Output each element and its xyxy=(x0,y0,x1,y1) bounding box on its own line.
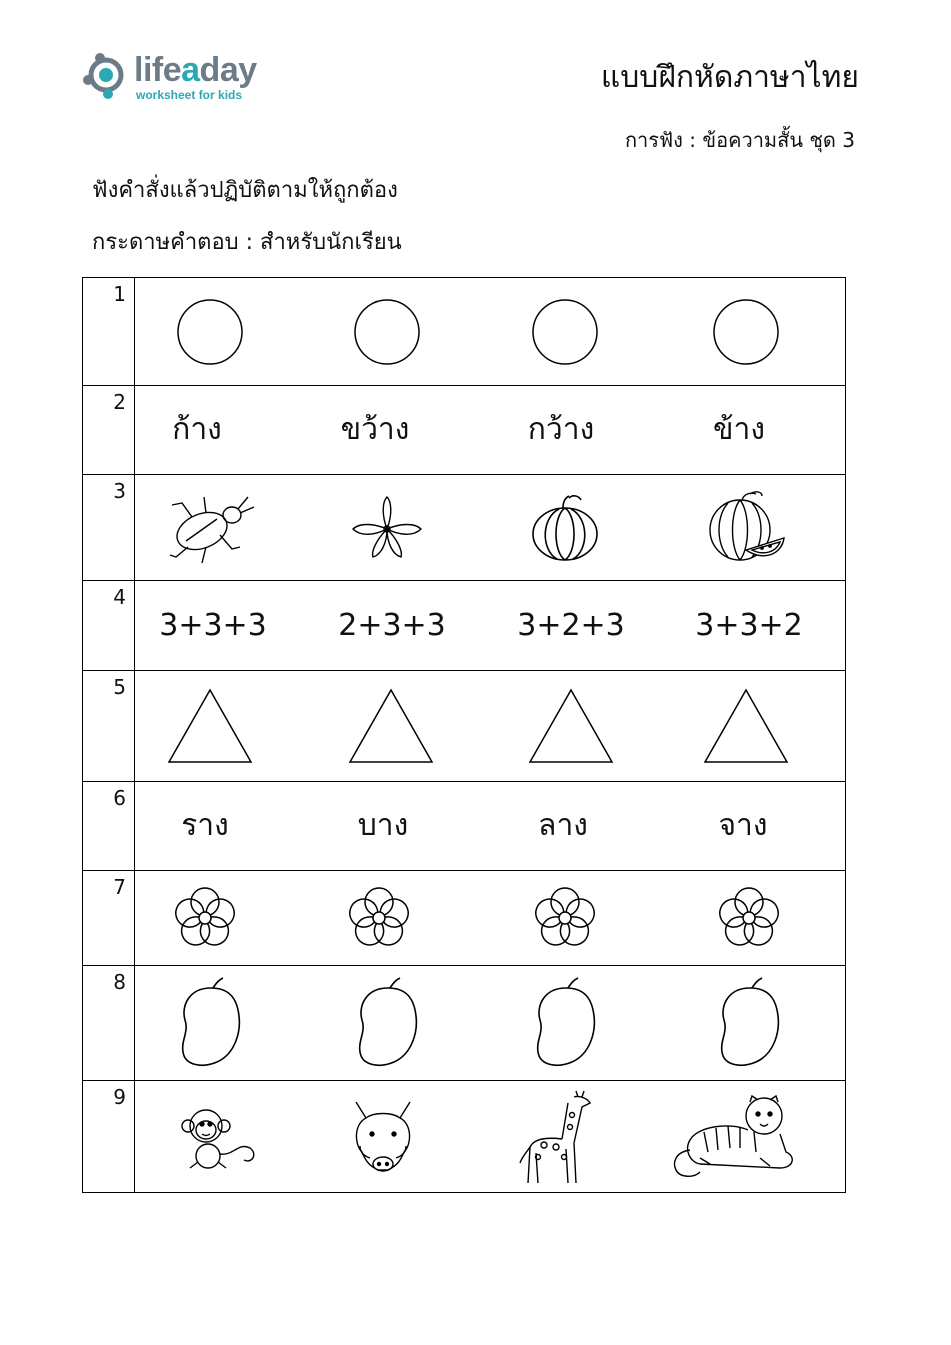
row-options xyxy=(135,671,846,782)
word-option[interactable]: กว้าง xyxy=(527,412,595,447)
table-row xyxy=(83,581,846,671)
flower-icon[interactable] xyxy=(347,886,411,950)
row-options xyxy=(135,386,846,475)
page-title: แบบฝึกหัดภาษาไทย xyxy=(600,60,859,95)
word-option[interactable]: ก้าง xyxy=(172,412,222,447)
word-option[interactable]: ราง xyxy=(181,808,229,843)
row-number: 4 xyxy=(83,581,135,671)
mango-icon[interactable] xyxy=(177,976,243,1070)
row-options xyxy=(135,871,846,966)
triangle-icon[interactable] xyxy=(348,688,434,764)
table-row xyxy=(83,386,846,475)
row-number: 7 xyxy=(83,871,135,966)
mango-icon[interactable] xyxy=(716,976,782,1070)
logo-mark-icon xyxy=(82,50,132,100)
instruction-text: ฟังคำสั่งแล้วปฏิบัติตามให้ถูกต้อง xyxy=(92,178,398,203)
monkey-icon[interactable] xyxy=(178,1102,260,1172)
row-options xyxy=(135,475,846,581)
circle-icon[interactable] xyxy=(353,298,421,366)
giraffe-icon[interactable] xyxy=(516,1089,602,1185)
circle-icon[interactable] xyxy=(531,298,599,366)
row-options xyxy=(135,966,846,1081)
sum-option[interactable]: 3+3+3 xyxy=(159,607,267,643)
tiger-icon[interactable] xyxy=(670,1092,800,1182)
table-row xyxy=(83,871,846,966)
beetle-icon[interactable] xyxy=(162,489,258,567)
flower-icon[interactable] xyxy=(347,493,427,563)
table-row xyxy=(83,782,846,871)
table-row xyxy=(83,966,846,1081)
table-row xyxy=(83,1081,846,1193)
triangle-icon[interactable] xyxy=(528,688,614,764)
row-options xyxy=(135,782,846,871)
flower-icon[interactable] xyxy=(173,886,237,950)
row-number: 1 xyxy=(83,278,135,386)
row-options xyxy=(135,278,846,386)
word-option[interactable]: ข้าง xyxy=(712,412,766,447)
sum-option[interactable]: 2+3+3 xyxy=(338,607,446,643)
answer-sheet-label: กระดาษคำตอบ : สำหรับนักเรียน xyxy=(92,230,402,255)
circle-icon[interactable] xyxy=(712,298,780,366)
circle-icon[interactable] xyxy=(176,298,244,366)
flower-icon[interactable] xyxy=(533,886,597,950)
row-number: 9 xyxy=(83,1081,135,1193)
row-options xyxy=(135,1081,846,1193)
mango-icon[interactable] xyxy=(532,976,598,1070)
pumpkin-icon[interactable] xyxy=(529,492,601,564)
word-option[interactable]: ลาง xyxy=(538,808,588,843)
triangle-icon[interactable] xyxy=(703,688,789,764)
row-number: 2 xyxy=(83,386,135,475)
row-number: 6 xyxy=(83,782,135,871)
triangle-icon[interactable] xyxy=(167,688,253,764)
sum-option[interactable]: 3+3+2 xyxy=(695,607,803,643)
logo-name: lifeaday xyxy=(134,51,257,89)
row-number: 5 xyxy=(83,671,135,782)
watermelon-icon[interactable] xyxy=(706,488,786,568)
row-options xyxy=(135,581,846,671)
row-number: 8 xyxy=(83,966,135,1081)
word-option[interactable]: ขว้าง xyxy=(340,412,410,447)
logo-tagline: worksheet for kids xyxy=(136,88,243,102)
answer-table xyxy=(82,277,846,1193)
boar-icon[interactable] xyxy=(348,1096,418,1178)
table-row xyxy=(83,475,846,581)
flower-icon[interactable] xyxy=(717,886,781,950)
row-number: 3 xyxy=(83,475,135,581)
mango-icon[interactable] xyxy=(354,976,420,1070)
logo xyxy=(82,48,282,108)
sum-option[interactable]: 3+2+3 xyxy=(517,607,625,643)
page-subtitle: การฟัง : ข้อความสั้น ชุด 3 xyxy=(624,128,855,152)
table-row xyxy=(83,278,846,386)
table-row xyxy=(83,671,846,782)
word-option[interactable]: บาง xyxy=(357,808,409,843)
word-option[interactable]: จาง xyxy=(718,808,768,843)
